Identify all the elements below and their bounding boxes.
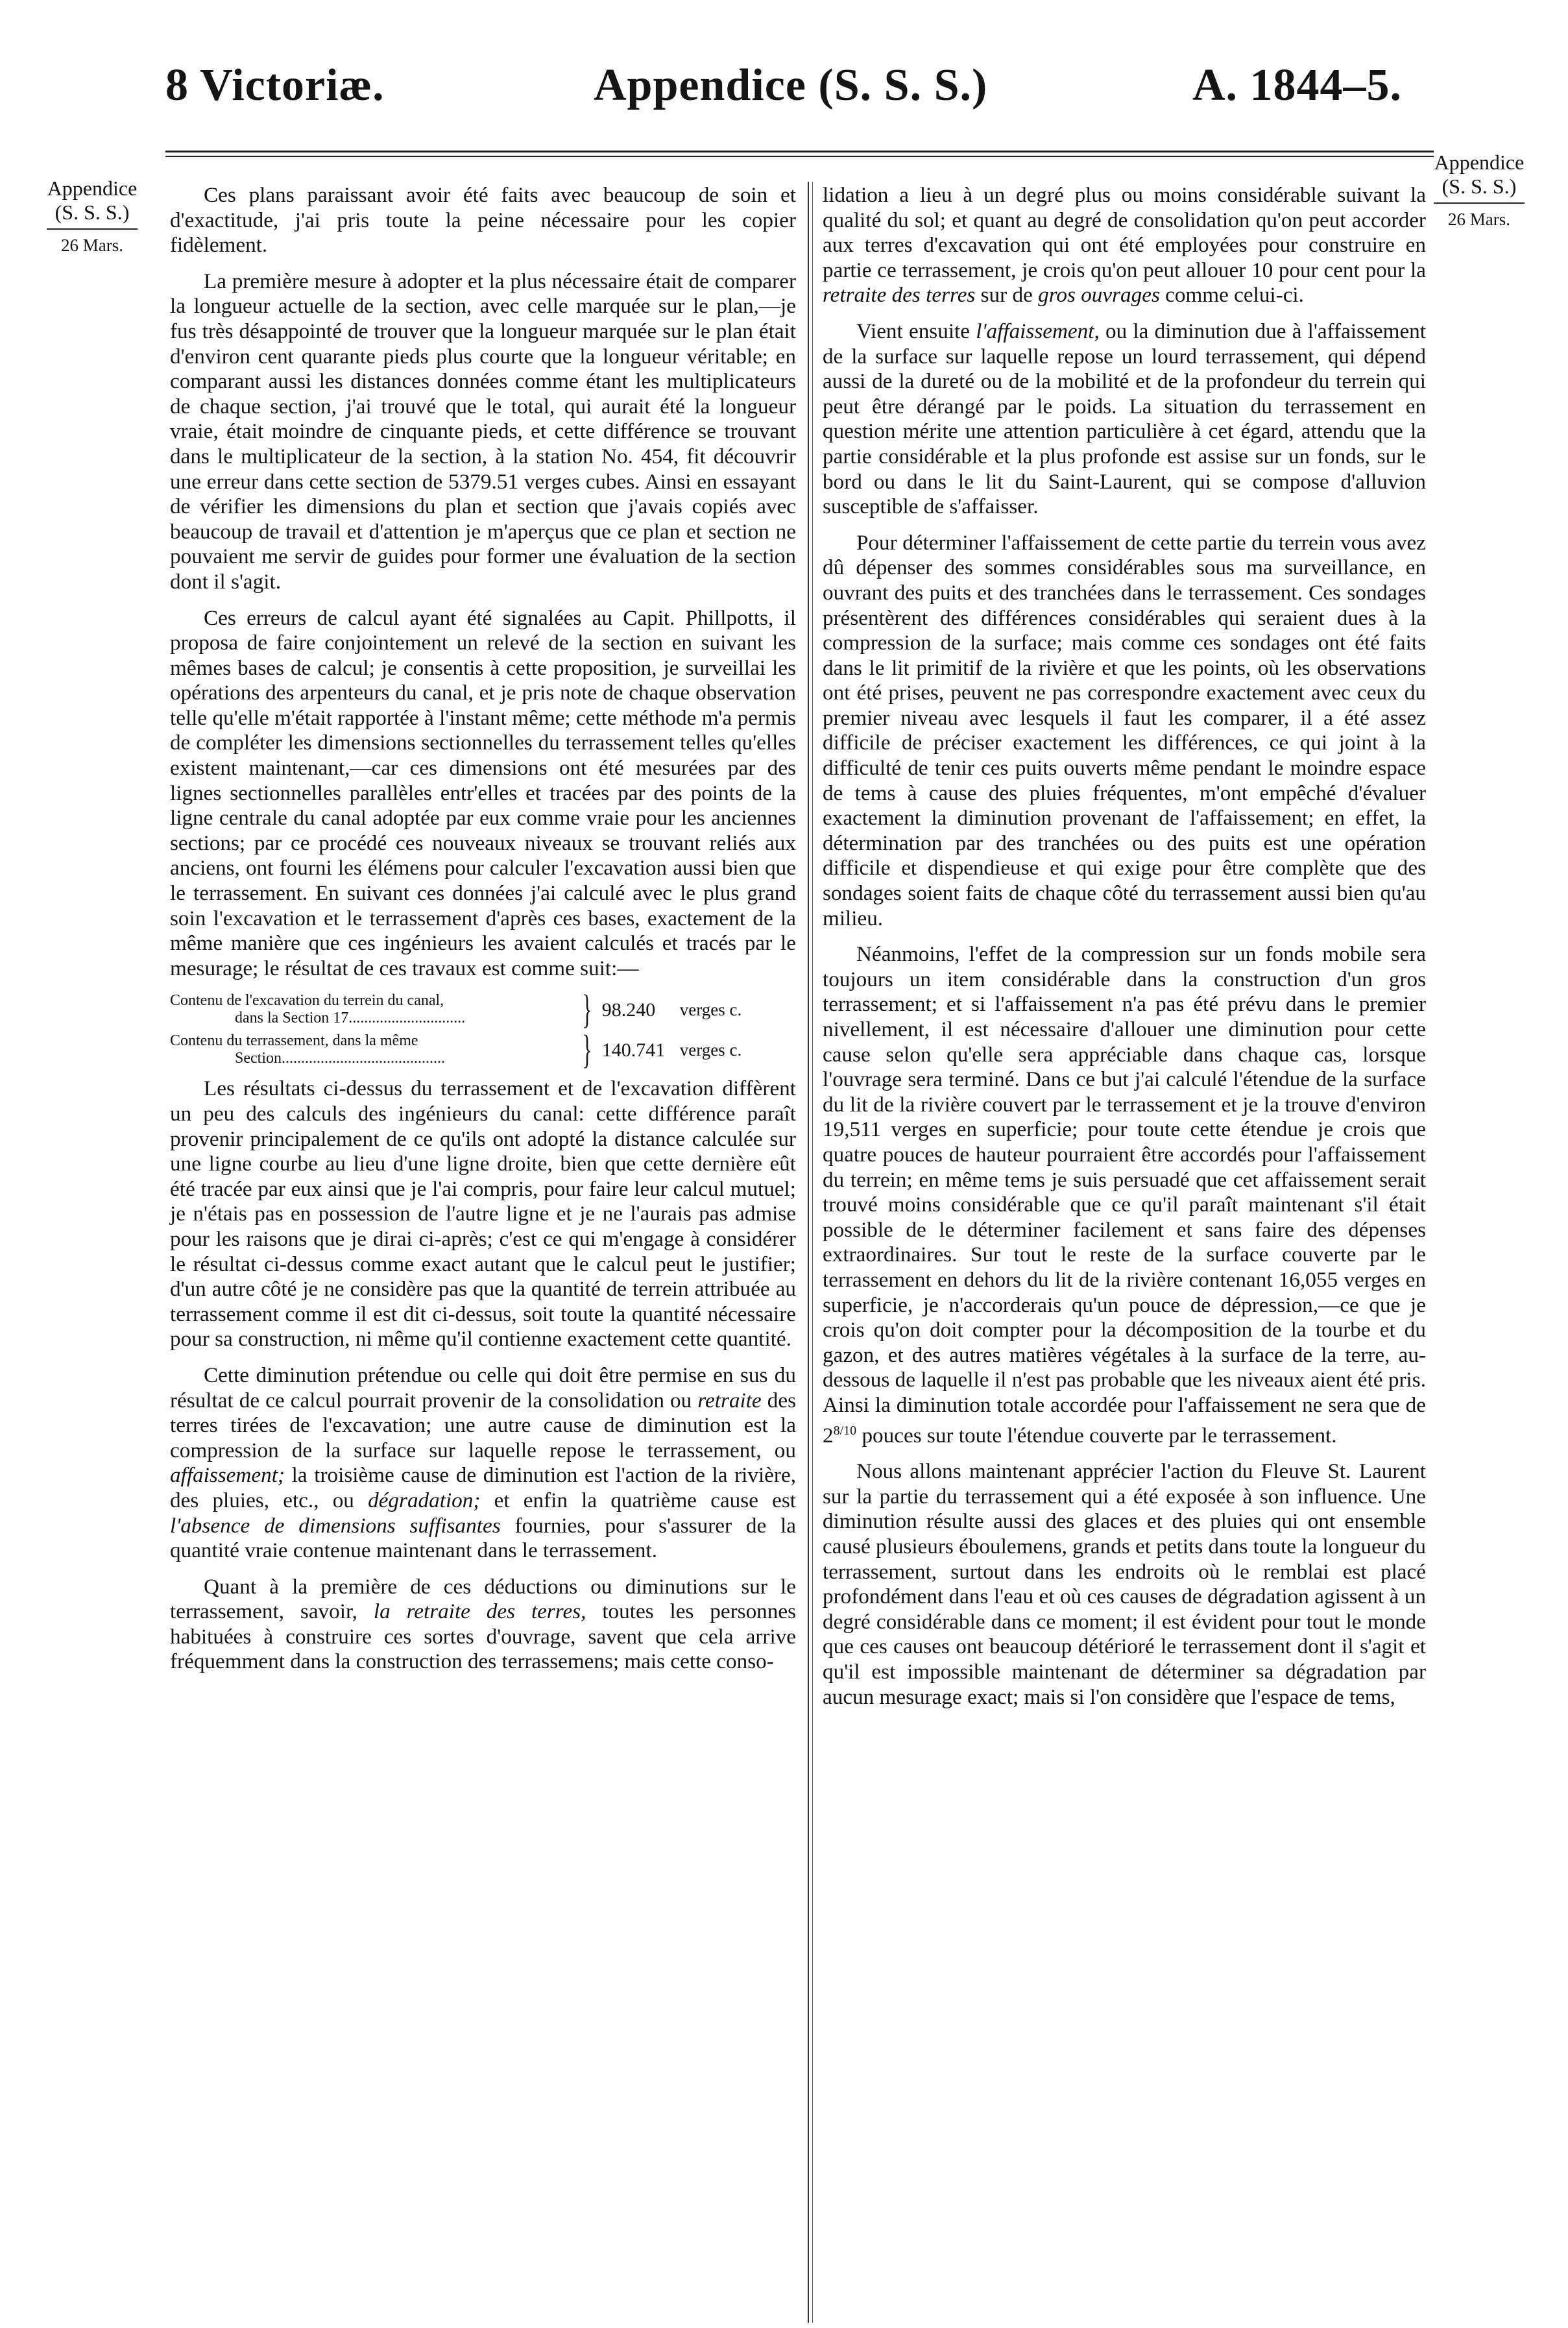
text-run: la troisième cause de diminution est l'action de la rivière, des pluies, etc., ou (170, 1463, 796, 1512)
volume-table (170, 988, 796, 1073)
volume-label-line: Contenu du terrassement, dans la même (170, 1032, 418, 1050)
brace: } (582, 988, 592, 1032)
italic-run: l'affaissement, (976, 319, 1100, 343)
italic-run: gros ouvrages (1038, 283, 1160, 308)
paragraph: Nous allons maintenant apprécier l'action du Fleuve St. Laurent sur la partie du terrassement qui a été exposée à son influence. Une diminution résulte aussi des glaces et des pluies qui ont ensemble causé plusieurs éboulemens, grands et petits dans toute la longueur du terrassement, surtout dans les endroits où le remblai est placé profondément dans l'eau et où ces causes de dégradation agissent à un degré considérable dans ce moment; il est évident pour tout le monde que ces causes ont beaucoup détérioré le terrassement dont il s'agit et qu'il est impossible maintenant de déterminer sa dégradation par aucun mesurage exact; mais si l'on considère que l'espace de tems, (823, 1459, 1426, 1709)
margin-note-code: (S. S. S.) (54, 200, 130, 224)
volume-label-line: dans la Section 17.............................. (235, 1010, 466, 1027)
margin-note-left (27, 176, 157, 258)
text-run: Quant à la première de ces déductions ou diminutions sur le terrassement, savoir, (170, 1574, 796, 1624)
margin-note-divider (1434, 202, 1525, 204)
text-run: Cette diminution prétendue ou celle qui doit être permise en sus du résultat de ce calcul pourrait provenir de la consolidation ou (170, 1363, 796, 1413)
text-run: sur de (975, 283, 1039, 308)
text-run: Néanmoins, l'effet de la compression sur un fonds mobile sera toujours un item considérable dans la construction d'un gros terrassement; et si l'affaissement n'a pas été prévu dans le premier nivellement, il est nécessaire d'allouer une diminution pour cette cause selon qu'elle sera appréciable dans chaque cas, lorsque l'ouvrage sera terminé. Dans ce but j'ai calculé l'étendue de la surface du lit de la rivière couvert par le terrassement et je la trouve d'environ 19,511 verges en superficie; pour toute cette étendue je crois que quatre pouces de hauteur pourraient être accordés pour l'affaissement du terrein; en même tems je suis persuadé que cet affaissement serait trouvé moins considérable que ce qu'il paraît maintenant s'il était possible de le déterminer facilement et sans faire des dépenses extraordinaires. Sur tout le reste de la surface couverte par le terrassement en dehors du lit de la rivière contenant 16,055 verges en superficie, je n'accorderais qu'un pouce de dépression,—ce que je crois qu'on doit compter pour la décomposition de la tourbe et du gazon, et des autres matières végétales à la surface de la terre, au-dessous de laquelle il n'est pas probable que les niveaux aient été pris. Ainsi la diminution totale accordée pour l'affaissement ne sera que de 2 (823, 942, 1426, 1448)
text-run: et enfin la quatrième cause est (480, 1488, 796, 1512)
margin-note-date: 26 Mars. (1448, 210, 1510, 229)
margin-note-date: 26 Mars. (61, 236, 123, 255)
margin-note-divider (47, 228, 138, 230)
margin-note-code: (S. S. S.) (1441, 175, 1517, 198)
text-run: pouces sur toute l'étendue couverte par le terrassement. (856, 1423, 1337, 1448)
italic-run: retraite des terres (823, 283, 976, 308)
italic-run: affaissement; (170, 1463, 285, 1488)
text-run: fournies, pour s'assurer de la quantité vraie contenue maintenant dans le terrassement. (170, 1513, 796, 1563)
paragraph (170, 1575, 796, 1675)
paragraph: Les résultats ci-dessus du terrassement et de l'excavation diffèrent un peu des calculs des ingénieurs du canal: cette différence paraît provenir principalement de ce qu'ils ont adopté la distance calculée sur une ligne courbe au lieu d'une ligne droite, bien que cette dernière eût été tracée par eux ainsi que je l'ai compris, pour faire leur calcul mutuel; je n'étais pas en possession de l'autre ligne et je ne l'aurais pas admise pour les raisons que je dirai ci-après; c'est ce qui m'engage à considérer le résultat ci-dessus comme exact autant que le calcul peut le justifier; d'un autre côté je ne considère pas que la quantité de terrein attribuée au terrassement comme il est dit ci-dessus, soit toute la quantité nécessaire pour sa construction, ni même qu'il contienne exactement cette quantité. (170, 1076, 796, 1352)
volume-unit: verges c. (679, 999, 742, 1019)
running-header-title: Appendice (S. S. S.) (594, 60, 988, 110)
brace: } (582, 1028, 592, 1073)
volume-value: 140.741 (601, 1039, 666, 1061)
paragraph: Ces erreurs de calcul ayant été signalées au Capit. Phillpotts, il proposa de faire conjointement un relevé de la section en suivant les mêmes bases de calcul; je consentis à cette proposition, je surveillai les opérations des arpenteurs du canal, et je pris note de chaque observation telle qu'elle m'était rapportée à l'instant même; cette méthode m'a permis de compléter les dimensions sectionnelles du terrassement telles qu'elles existent maintenant,—car ces dimensions ont été mesurées par des lignes sectionnelles parallèles entr'elles et tracées par des points de la ligne centrale du canal adoptée par eux comme vraie pour les anciennes sections; par ce procédé ces nouveaux niveaux se trouvant reliés aux anciens, ont fourni les élémens pour calculer l'excavation aussi bien que le terrassement. En suivant ces données j'ai calculé avec le plus grand soin l'excavation et le terrassement d'après ces bases, exactement de la même manière que ces ingénieurs les avaient calculés et tracés par le mesurage; le résultat de ces travaux est comme suit:— (170, 605, 796, 980)
text-run: lidation a lieu à un degré plus ou moins considérable suivant la qualité du sol; et quant au degré de consolidation qu'on peut accorder aux terres d'excavation qui ont été employées pour construire en partie ce terrassement, je crois qu'on peut allouer 10 pour cent pour la (823, 183, 1426, 282)
paragraph: La première mesure à adopter et la plus nécessaire était de comparer la longueur actuelle de la section, avec celle marquée sur le plan,—je fus très désappointé de trouver que la longueur marquée sur le plan était d'environ cent quarante pieds plus courte que la longueur véritable; en comparant aussi les distances données comme étant les multiplicateurs de chaque section, j'ai trouvé que le total, qui aurait été la longueur vraie, était moindre de cinquante pieds, et cette différence se trouvant dans le multiplicateur de la section, à la station No. 454, fit découvrir une erreur dans cette section de 5379.51 verges cubes. Ainsi en essayant de vérifier les dimensions du plan et section que j'avais copiés avec beaucoup de travail et d'attention je m'aperçus que ce plan et section ne pouvaient me servir de guides pour former une évaluation de la section dont il s'agit. (170, 269, 796, 594)
paragraph (823, 319, 1426, 520)
right-column (823, 183, 1426, 2324)
italic-run: dégradation; (368, 1488, 481, 1512)
running-header-right: A. 1844–5. (1192, 60, 1403, 110)
paragraph (170, 1363, 796, 1564)
volume-unit: verges c. (679, 1039, 742, 1060)
running-header-left: 8 Victoriæ. (165, 60, 385, 110)
volume-label-line: Section.......................................... (235, 1050, 445, 1067)
paragraph (823, 183, 1426, 308)
text-run: comme celui-ci. (1159, 283, 1304, 308)
volume-label-line: Contenu de l'excavation du terrein du canal, (170, 992, 444, 1010)
volume-label (170, 992, 572, 1027)
text-run: des terres tirées de l'excavation; une autre cause de diminution est la compression de la surface sur laquelle repose le terrassement, ou (170, 1388, 796, 1462)
text-run: Vient ensuite (856, 319, 976, 343)
text-run: toutes les personnes habituées à construire ces sortes d'ouvrage, savent que cela arrive fréquemment dans la construction des terrassemens; mais cette conso- (170, 1599, 796, 1674)
text-run: ou la diminution due à l'affaissement de la surface sur laquelle repose un lourd terrassement, qui dépend aussi de la dureté ou de la mobilité et de la profondeur du terrein qui peut être dérangé par le poids. La situation du terrassement en question mérite une attention particulière à cet égard, attendu que la partie considérable et la plus profonde est assise sur un fonds, sur le bord ou dans le lit du Saint-Laurent, qui se compose d'alluvion susceptible de s'affaisser. (823, 319, 1426, 519)
paragraph (823, 942, 1426, 1448)
italic-run: la retraite des terres, (373, 1599, 586, 1624)
fraction: 8/10 (833, 1423, 857, 1438)
paragraph: Pour déterminer l'affaissement de cette partie du terrein vous avez dû dépenser des sommes considérables sous ma surveillance, en ouvrant des puits et des tranchées dans le terrassement. Ces sondages présentèrent des différences considérables qui seraient dues à la compression de la surface; mais comme ces sondages ont été faits dans le lit primitif de la rivière et que les points, où les observations ont été prises, peuvent ne pas correspondre exactement avec ceux du premier niveau avec lesquels il faut les comparer, il a été assez difficile de préciser exactement les différences, ce qui joint à la difficulté de tenir ces puits ouverts même pendant le moindre espace de tems à cause des pluies fréquentes, m'ont empêché d'évaluer exactement la diminution provenant de l'affaissement; en effet, la détermination par des tranchées ou des puits est une opération difficile et dispendieuse et qui exige pour être complète que des sondages soient faits de chaque côté du terrassement aussi bien qu'au milieu. (823, 530, 1426, 930)
column-divider-thin (812, 182, 813, 2323)
margin-note-title: Appendice (47, 176, 138, 200)
margin-note-title: Appendice (1434, 151, 1525, 174)
italic-run: retraite (697, 1388, 762, 1413)
volume-value: 98.240 (601, 999, 656, 1021)
italic-run: l'absence de dimensions suffisantes (170, 1513, 501, 1538)
volume-row (170, 1028, 796, 1073)
header-rule (165, 151, 1434, 152)
paragraph: Ces plans paraissant avoir été faits avec beaucoup de soin et d'exactitude, j'ai pris toute la peine nécessaire pour les copier fidèlement. (170, 183, 796, 258)
margin-note-right (1414, 151, 1544, 232)
left-column (170, 183, 796, 2324)
volume-label (170, 1032, 572, 1067)
volume-row (170, 988, 796, 1032)
header-rule-thin (165, 156, 1434, 157)
column-divider (808, 182, 809, 2323)
